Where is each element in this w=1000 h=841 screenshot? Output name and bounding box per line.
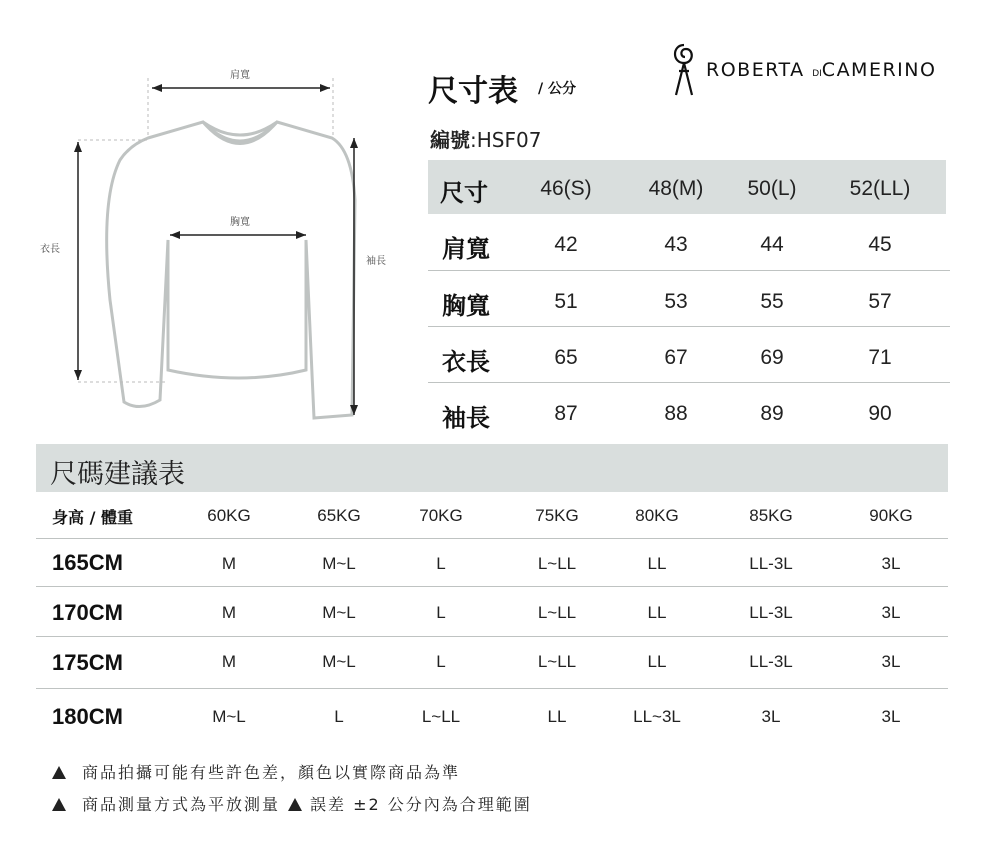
recommend-cell: M~L xyxy=(322,554,356,573)
recommend-cell: 3L xyxy=(881,554,901,573)
recommend-cell: L xyxy=(436,554,446,573)
triangle-icon xyxy=(52,798,66,811)
weight-col-header: 70KG xyxy=(419,506,463,525)
brand-name xyxy=(706,59,936,81)
row-divider xyxy=(36,586,948,587)
recommend-cell: M~L xyxy=(322,652,356,671)
sleeve-label: 袖長 xyxy=(366,256,386,267)
recommend-cell: LL xyxy=(647,603,667,622)
size-table-title: 尺寸表 xyxy=(428,74,518,109)
recommend-cell: LL xyxy=(647,554,667,573)
brand-name-part2: CAMERINO xyxy=(821,59,937,81)
recommend-cell: M~L xyxy=(322,603,356,622)
height-row-label: 165CM xyxy=(52,550,123,575)
size-col-header: 52(LL) xyxy=(849,177,911,200)
recommend-cell: LL~3L xyxy=(633,707,681,726)
shirt-outline xyxy=(107,122,355,418)
table-cell: 55 xyxy=(760,290,784,313)
recommend-cell: L~LL xyxy=(537,603,577,622)
height-weight-label: 身高 / 體重 xyxy=(52,508,133,527)
recommend-cell: LL-3L xyxy=(749,554,793,573)
recommend-cell: M xyxy=(221,554,237,573)
row-divider xyxy=(428,382,950,383)
table-cell: 89 xyxy=(760,402,784,425)
recommend-cell: M xyxy=(221,603,237,622)
unit-label: / 公分 xyxy=(538,81,576,97)
triangle-icon xyxy=(52,766,66,779)
brand-name-di: DI xyxy=(812,69,822,79)
weight-col-header: 80KG xyxy=(635,506,679,525)
size-col-header: 50(L) xyxy=(747,177,797,200)
product-code-value: :HSF07 xyxy=(470,128,542,152)
weight-col-header: 65KG xyxy=(317,506,361,525)
shoulder-label: 肩寬 xyxy=(230,70,250,81)
recommend-cell: LL xyxy=(647,652,667,671)
table-cell: 57 xyxy=(868,290,892,313)
product-code xyxy=(430,124,541,153)
brand-emblem-icon xyxy=(668,41,700,99)
row-divider xyxy=(36,636,948,637)
table-cell: 71 xyxy=(868,346,892,369)
length-label: 衣長 xyxy=(40,244,60,255)
chest-label: 胸寬 xyxy=(230,217,250,228)
row-divider xyxy=(428,270,950,271)
note-measure-text: 商品測量方式為平放測量 xyxy=(82,795,281,814)
row-label-shoulder: 肩寬 xyxy=(442,235,490,263)
row-divider xyxy=(36,688,948,689)
weight-col-header: 75KG xyxy=(535,506,579,525)
row-divider xyxy=(428,326,950,327)
height-row-label: 180CM xyxy=(52,704,123,729)
weight-col-header: 90KG xyxy=(869,506,913,525)
triangle-icon xyxy=(288,798,302,811)
recommend-cell: L xyxy=(334,707,344,726)
brand-logo xyxy=(668,40,936,100)
recommend-cell: LL-3L xyxy=(749,603,793,622)
size-header-label: 尺寸 xyxy=(440,179,488,207)
table-cell: 88 xyxy=(664,402,688,425)
size-col-header: 46(S) xyxy=(540,177,592,200)
table-cell: 53 xyxy=(664,290,688,313)
size-col-header: 48(M) xyxy=(648,177,704,200)
table-cell: 45 xyxy=(868,233,892,256)
row-divider xyxy=(36,538,948,539)
note-measure xyxy=(52,792,532,815)
table-cell: 87 xyxy=(554,402,578,425)
table-cell: 42 xyxy=(554,233,578,256)
table-cell: 51 xyxy=(554,290,578,313)
recommend-cell: M xyxy=(221,652,237,671)
row-label-sleeve: 袖長 xyxy=(442,404,490,432)
product-code-label: 編號 xyxy=(430,128,470,152)
recommend-cell: 3L xyxy=(761,707,781,726)
recommend-cell: LL xyxy=(547,707,567,726)
recommend-cell: L xyxy=(436,603,446,622)
recommend-cell: L xyxy=(436,652,446,671)
table-cell: 43 xyxy=(664,233,688,256)
weight-col-header: 85KG xyxy=(749,506,793,525)
shirt-diagram xyxy=(0,0,420,440)
table-cell: 44 xyxy=(760,233,784,256)
table-cell: 90 xyxy=(868,402,892,425)
table-cell: 67 xyxy=(664,346,688,369)
recommendation-title: 尺碼建議表 xyxy=(50,459,185,490)
weight-col-header: 60KG xyxy=(207,506,251,525)
recommend-cell: L~LL xyxy=(421,707,461,726)
recommend-cell: L~LL xyxy=(537,554,577,573)
row-label-chest: 胸寬 xyxy=(442,292,490,320)
recommend-cell: 3L xyxy=(881,603,901,622)
height-row-label: 170CM xyxy=(52,600,123,625)
recommend-cell: 3L xyxy=(881,652,901,671)
note-color-text: 商品拍攝可能有些許色差，顏色以實際商品為準 xyxy=(82,763,461,782)
note-tolerance-text: 誤差 ±2 公分內為合理範圍 xyxy=(310,795,532,814)
row-label-length: 衣長 xyxy=(442,348,490,376)
recommend-cell: LL-3L xyxy=(749,652,793,671)
height-row-label: 175CM xyxy=(52,650,123,675)
table-cell: 65 xyxy=(554,346,578,369)
table-cell: 69 xyxy=(760,346,784,369)
note-color xyxy=(52,760,460,783)
brand-name-part1: ROBERTA xyxy=(706,59,805,81)
recommend-cell: M~L xyxy=(212,707,246,726)
recommend-cell: L~LL xyxy=(537,652,577,671)
recommend-cell: 3L xyxy=(881,707,901,726)
